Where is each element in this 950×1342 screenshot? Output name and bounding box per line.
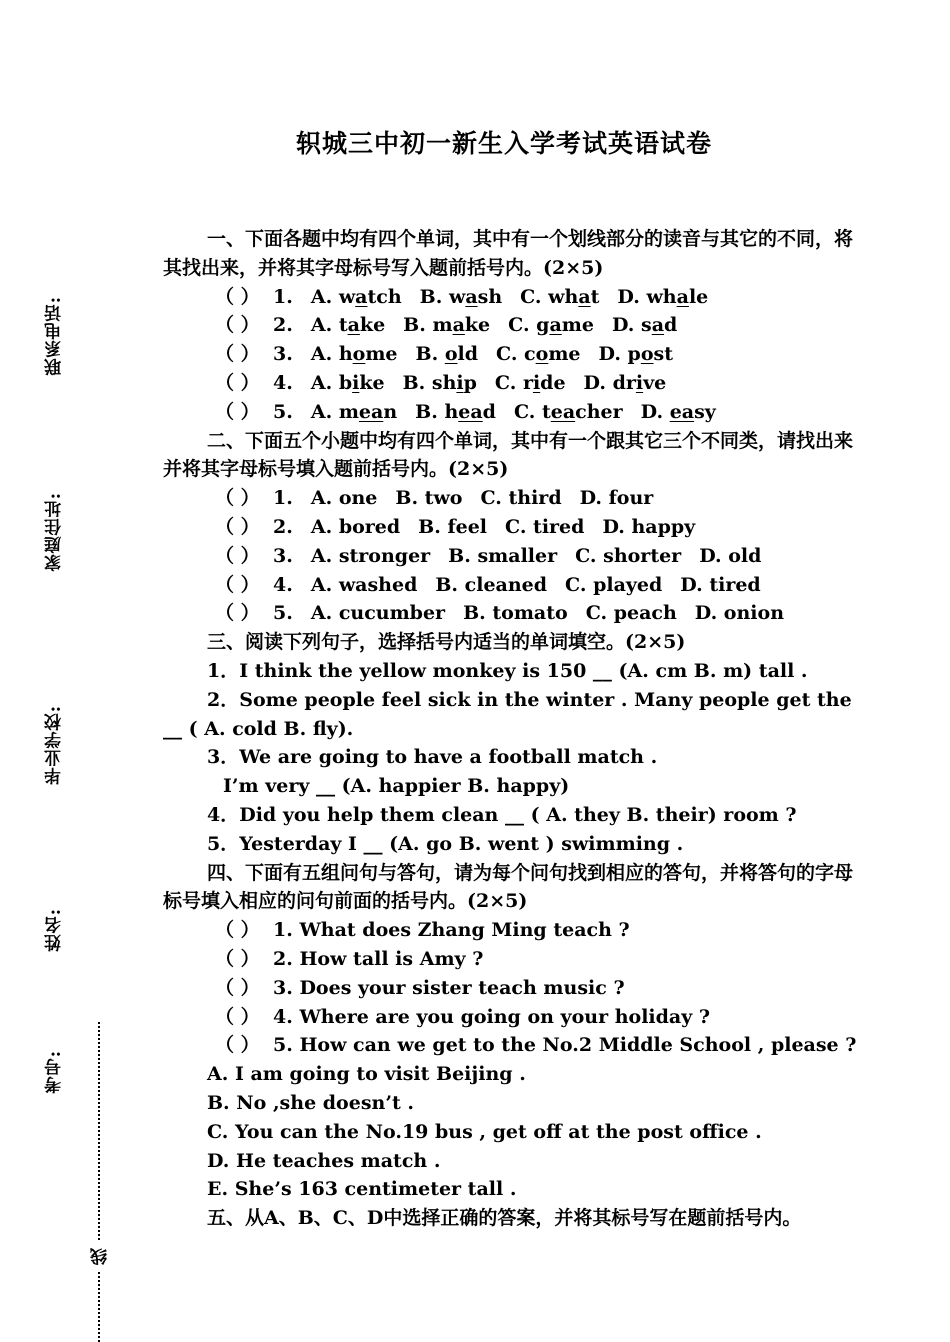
answer-choice: D. He teaches match . — [207, 1149, 441, 1172]
section-one-heading: 一、下面各题中均有四个单词，其中有一个划线部分的读音与其它的不同，将其找出来，并将其字母标号写入题前括号内。(2×5) — [163, 228, 854, 279]
answer-parentheses: （ ） — [215, 400, 260, 423]
answer-parentheses: （ ） — [215, 515, 260, 538]
answer-option: D. tired — [680, 573, 761, 596]
answer-option: A. cucumber — [310, 602, 446, 625]
section-four-answers — [163, 1060, 853, 1204]
answer-parentheses: （ ） — [215, 371, 260, 394]
answer-option: B. wash — [419, 285, 503, 308]
question-row — [163, 571, 853, 600]
question-row — [163, 1031, 857, 1060]
answer-choice: A. I am going to visit Beijing . — [207, 1063, 526, 1086]
answer-option: D. onion — [694, 602, 785, 625]
answer-option: B. two — [395, 487, 463, 510]
answer-option: D. post — [598, 343, 674, 366]
answer-option: A. watch — [310, 285, 402, 308]
underlined-part: a — [676, 285, 689, 308]
question-number: 5. — [273, 602, 293, 625]
answer-parentheses: （ ） — [215, 1034, 260, 1057]
question-number: 5. — [273, 400, 293, 423]
section-three-sentence-2: 2．Some people feel sick in the winter . Many people get the __ ( A. cold B. fly). — [163, 688, 852, 740]
answer-option: D. happy — [602, 515, 696, 538]
question-row — [163, 340, 853, 369]
underlined-part: i — [635, 371, 644, 394]
binding-dotted-line-upper — [98, 1022, 100, 1240]
answer-option: C. what — [520, 285, 600, 308]
answer-parentheses: （ ） — [215, 487, 260, 510]
answer-option: A. bike — [310, 371, 385, 394]
answer-option: B. tomato — [463, 602, 568, 625]
answer-option: B. old — [415, 343, 479, 366]
underlined-part: ea — [358, 400, 384, 423]
answer-option: C. played — [565, 573, 663, 596]
answer-option: B. cleaned — [435, 573, 548, 596]
answer-option: D. old — [699, 544, 762, 567]
question-number: 1. — [273, 487, 293, 510]
binding-dotted-line-lower — [98, 1272, 100, 1342]
section-three-sentence-1: 1．I think the yellow monkey is 150 __ (A. cm B. m) tall . — [207, 659, 808, 682]
section-two-heading: 二、下面五个小题中均有四个单词，其中有一个跟其它三个不同类，请找出来并将其字母标号填入题前括号内。(2×5) — [163, 429, 854, 481]
answer-option: C. come — [496, 343, 581, 366]
question-text: 4. Where are you going on your holiday ? — [273, 1005, 711, 1028]
question-row — [163, 945, 853, 974]
section-three-sentence-3b: I’m very __ (A. happier B. happy) — [223, 775, 570, 798]
question-text: 2. How tall is Amy ? — [273, 947, 484, 970]
question-number: 3. — [273, 544, 293, 567]
side-label-address: 家庭住址: — [45, 492, 65, 572]
answer-option: C. tired — [505, 515, 585, 538]
question-number: 2. — [273, 314, 293, 337]
underlined-part: a — [549, 314, 562, 337]
question-row — [163, 398, 853, 427]
answer-parentheses: （ ） — [215, 976, 260, 999]
answer-option: A. bored — [310, 515, 401, 538]
underlined-part: a — [347, 314, 360, 337]
underlined-part: ea — [458, 400, 483, 423]
answer-option: C. third — [480, 487, 562, 510]
section-four-questions — [163, 916, 857, 1060]
answer-option: A. washed — [310, 573, 418, 596]
question-row — [163, 369, 853, 398]
section-three-sentence-3a: 3．We are going to have a football match . — [207, 746, 658, 769]
question-row — [163, 484, 853, 513]
question-text: 1. What does Zhang Ming teach ? — [273, 919, 630, 942]
question-number: 3. — [273, 343, 293, 366]
answer-parentheses: （ ） — [215, 544, 260, 567]
side-label-phone: 联系电话: — [45, 296, 65, 376]
section-five-heading: 五、从A、B、C、D中选择正确的答案，并将其标号写在题前括号内。 — [207, 1207, 802, 1230]
question-row — [163, 599, 853, 628]
underlined-part: i — [352, 371, 360, 394]
binding-line-label: 线 — [91, 1248, 111, 1265]
question-row — [163, 1003, 853, 1032]
answer-option: D. drive — [583, 371, 667, 394]
answer-option: B. head — [415, 400, 496, 423]
exam-content — [163, 225, 857, 1233]
answer-parentheses: （ ） — [215, 314, 260, 337]
answer-parentheses: （ ） — [215, 947, 260, 970]
question-number: 4. — [273, 573, 293, 596]
underlined-part: a — [465, 285, 478, 308]
answer-choice: B. No ,she doesn’t . — [207, 1091, 414, 1114]
underlined-part: ea — [550, 400, 576, 423]
answer-option: B. feel — [418, 515, 488, 538]
underlined-part: o — [352, 343, 366, 366]
question-text: 3. Does your sister teach music ? — [273, 976, 625, 999]
question-number: 4. — [273, 371, 293, 394]
answer-option: C. ride — [494, 371, 566, 394]
underlined-part: a — [578, 285, 591, 308]
underlined-part: ea — [669, 400, 695, 423]
question-row — [163, 283, 853, 312]
answer-option: C. game — [508, 314, 594, 337]
question-number: 2. — [273, 515, 293, 538]
answer-option: C. teacher — [513, 400, 623, 423]
answer-parentheses: （ ） — [215, 285, 260, 308]
answer-choice: C. You can the No.19 bus , get off at the post office . — [207, 1120, 762, 1143]
section-two-items — [163, 484, 853, 628]
side-label-school: 毕业学校: — [45, 705, 65, 785]
answer-option: A. home — [310, 343, 398, 366]
section-three-sentence-5: 5．Yesterday I __ (A. go B. went ) swimming . — [207, 832, 684, 855]
answer-parentheses: （ ） — [215, 602, 260, 625]
answer-option: C. peach — [585, 602, 677, 625]
answer-parentheses: （ ） — [215, 343, 260, 366]
underlined-part: i — [532, 371, 541, 394]
answer-option: B. ship — [402, 371, 477, 394]
answer-option: A. stronger — [310, 544, 431, 567]
underlined-part: a — [355, 285, 368, 308]
answer-option: D. sad — [611, 314, 678, 337]
answer-parentheses: （ ） — [215, 1005, 260, 1028]
question-row — [163, 974, 853, 1003]
side-label-name: 姓名: — [45, 908, 65, 952]
question-text: 5. How can we get to the No.2 Middle School , please ? — [273, 1034, 857, 1057]
section-four-heading: 四、下面有五组问句与答句，请为每个问句找到相应的答句，并将答句的字母标号填入相应的问句前面的括号内。(2×5) — [163, 861, 854, 913]
answer-option: D. easy — [640, 400, 716, 423]
answer-choice: E. She’s 163 centimeter tall . — [207, 1178, 517, 1201]
page-title: 轵城三中初一新生入学考试英语试卷 — [295, 129, 712, 158]
question-row — [163, 311, 853, 340]
answer-option: B. make — [403, 314, 491, 337]
side-label-exam-number: 考号: — [45, 1050, 65, 1094]
underlined-part: o — [535, 343, 549, 366]
answer-option: C. shorter — [575, 544, 682, 567]
question-number: 1. — [273, 285, 293, 308]
underlined-part: o — [640, 343, 654, 366]
underlined-part: o — [444, 343, 458, 366]
section-one-items — [163, 283, 853, 427]
section-three-sentence-4: 4．Did you help them clean __ ( A. they B. their) room ? — [207, 803, 797, 826]
question-row — [163, 542, 853, 571]
question-row — [163, 916, 853, 945]
answer-option: A. take — [310, 314, 386, 337]
underlined-part: i — [456, 371, 464, 394]
answer-option: A. one — [310, 487, 378, 510]
underlined-part: a — [651, 314, 665, 337]
answer-option: D. four — [579, 487, 654, 510]
question-row — [163, 513, 853, 542]
answer-option: D. whale — [617, 285, 709, 308]
answer-parentheses: （ ） — [215, 919, 260, 942]
underlined-part: a — [452, 314, 465, 337]
answer-option: B. smaller — [448, 544, 558, 567]
answer-option: A. mean — [310, 400, 398, 423]
section-three-heading: 三、阅读下列句子，选择括号内适当的单词填空。(2×5) — [207, 631, 686, 654]
answer-parentheses: （ ） — [215, 573, 260, 596]
